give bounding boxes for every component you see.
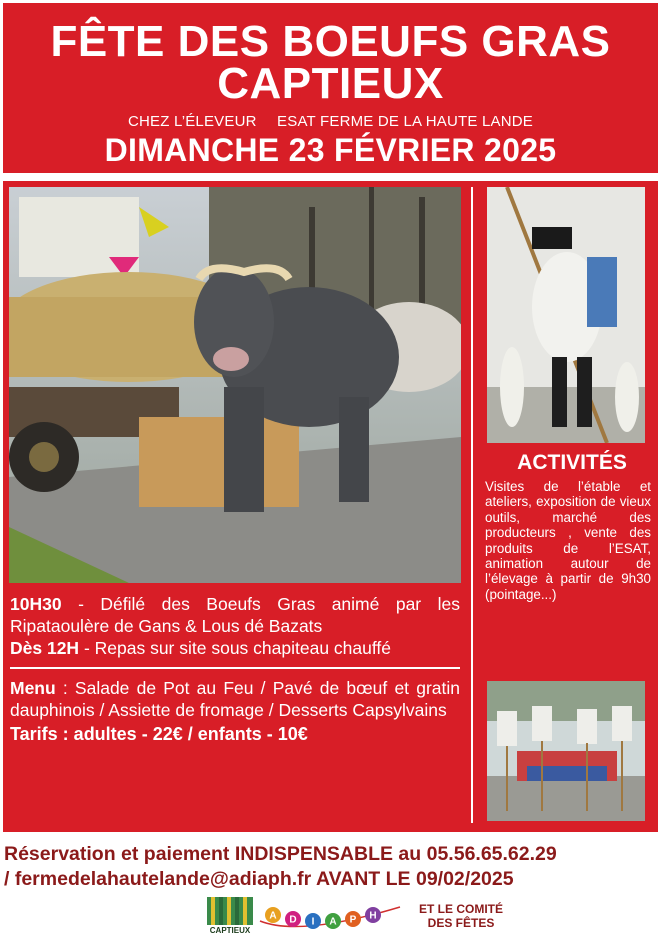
- program-section: [10, 593, 460, 745]
- program-item: [10, 637, 460, 659]
- column-divider: [471, 187, 473, 823]
- program-desc: - Défilé des Boeufs Gras animé par les Ripataoulère de Gans & Lous dé Bazats: [10, 594, 460, 636]
- section-divider: [10, 667, 460, 669]
- ox-photo: [9, 187, 461, 583]
- dancer-photo: [487, 187, 645, 443]
- parade-photo: [487, 681, 645, 821]
- menu-items: : Salade de Pot au Feu / Pavé de bœuf et gratin dauphinois / Assiette de fromage / Desserts Capsylvains: [10, 678, 460, 720]
- adiaph-logo: [260, 907, 400, 929]
- menu-text: [10, 677, 460, 721]
- adiaph-letter: I: [311, 916, 315, 928]
- host-label: CHEZ L’ÉLEVEUR: [127, 113, 257, 130]
- adiaph-letter: A: [329, 916, 337, 928]
- adiaph-letter: D: [289, 914, 297, 926]
- event-date: DIMANCHE 23 FÉVRIER 2025: [104, 132, 557, 168]
- program-time: Dès 12H: [10, 638, 80, 658]
- header-banner: [3, 3, 658, 173]
- reservation-line: Réservation et paiement INDISPENSABLE au 05.56.65.62.29: [4, 843, 557, 865]
- host-name: ESAT FERME DE LA HAUTE LANDE: [277, 113, 533, 130]
- event-host: [3, 113, 658, 130]
- logos: [205, 893, 565, 937]
- adiaph-letter: P: [349, 914, 357, 926]
- menu-label: Menu: [10, 678, 56, 698]
- main-panel: [3, 181, 658, 832]
- program-desc: - Repas sur site sous chapiteau chauffé: [79, 638, 392, 658]
- adiaph-letter: A: [269, 910, 277, 922]
- captieux-logo-text: CAPTIEUX: [209, 926, 251, 935]
- activities-title: ACTIVITÉS: [517, 451, 627, 474]
- program-time: 10H30: [10, 594, 62, 614]
- event-location: CAPTIEUX: [217, 59, 444, 108]
- committee-text: ET LE COMITÉ DES FÊTES: [419, 902, 503, 930]
- contact-line: / fermedelahautelande@adiaph.fr AVANT LE 09/02/2025: [4, 868, 514, 890]
- program-item: [10, 593, 460, 637]
- prices: Tarifs : adultes - 22€ / enfants - 10€: [10, 724, 308, 744]
- adiaph-letter: H: [369, 910, 377, 922]
- activities-text: Visites de l’étable et ateliers, exposition de vieux outils, marché des producteurs , vente des produits de l’ESAT, animation autour de l’élevage à partir de 9h30 (pointage...): [485, 479, 651, 602]
- captieux-logo: [207, 897, 253, 935]
- event-title: FÊTE DES BOEUFS GRAS: [50, 17, 611, 66]
